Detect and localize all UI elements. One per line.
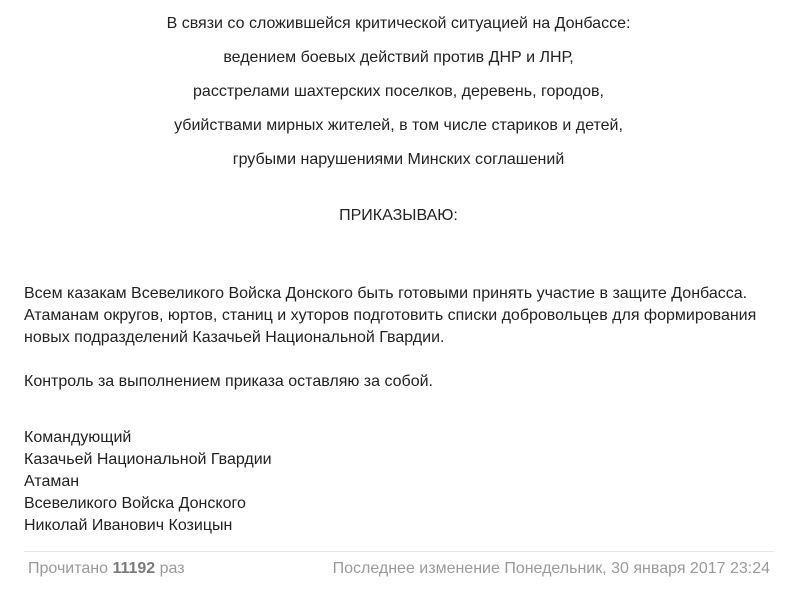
read-count-info [28,558,185,580]
read-suffix: раз [159,560,185,577]
intro-line: грубыми нарушениями Минских соглашений [232,151,565,168]
order-heading: ПРИКАЗЫВАЮ: [339,207,458,224]
control-paragraph: Контроль за выполнением приказа оставляю за собой. [24,373,433,390]
signature-line: Командующий [24,429,132,446]
read-count: 11192 [112,560,156,577]
read-prefix: Прочитано [28,560,108,577]
intro-line: убийствами мирных жителей, в том числе стариков и детей, [174,117,623,134]
intro-line: расстрелами шахтерских поселков, деревень, городов, [193,83,604,100]
order-paragraph: Всем казакам Всевеликого Войска Донского быть готовыми принять участие в защите Донбасса. Атаманам округов, юртов, станиц и хуторов подготовить списки добровольцев для формирования новых подразделений Казачьей Национальной Гвардии. [24,285,757,346]
signature-line: Николай Иванович Козицын [24,517,233,534]
signature-line: Всевеликого Войска Донского [24,495,246,512]
signature-line: Казачьей Национальной Гвардии [24,451,272,468]
signature-line: Атаман [24,473,80,490]
intro-line: ведением боевых действий против ДНР и ЛНР, [223,49,574,66]
last-modified: Последнее изменение Понедельник, 30 января 2017 23:24 [332,560,770,577]
footer-divider [24,551,774,552]
intro-line: В связи со сложившейся критической ситуацией на Донбассе: [166,15,631,32]
